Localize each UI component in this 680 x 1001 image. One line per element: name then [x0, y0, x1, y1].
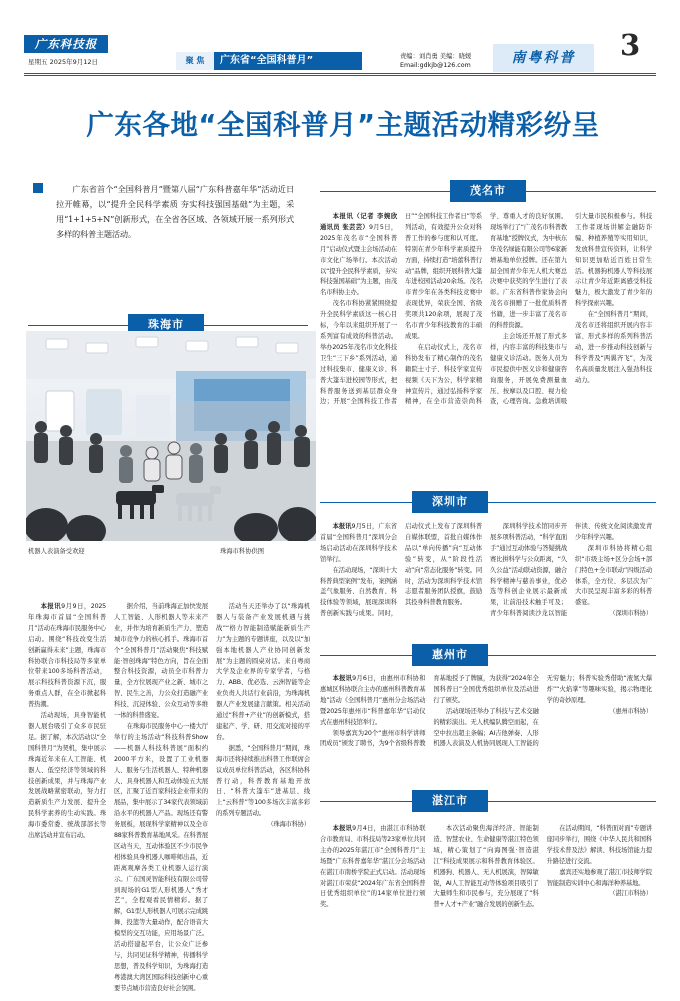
- zhanjiang-para-2: 本次活动聚焦海洋经济、智能制造、智慧农业、生命健康等湛江特色领域，精心策划了“向海图强·智造湛江”科技成果展示和科普教育体验区。机器狗、机器人、无人机展演，智障敏锐，AI人工智能互动等体验项目吸引了大量师生和市民参与，充分展现了“科普+人才+产业”融合发展的创新生态。: [433, 825, 539, 909]
- city-banner-zhanjiang: 湛江市: [412, 790, 488, 812]
- shenzhen-banner-line: [320, 502, 656, 503]
- city-banner-maoming: 茂名市: [450, 180, 526, 202]
- maoming-para-4: 主会场还开展了形式多样，内容丰富的科技集市与健康义诊活动。医务人员为市民提供中医义诊和健康咨询服务，开展免费测量血压、按摩以及口腔、视力检查，心理咨询。急救培训吸引大量市民积极参与。科技工作者现场讲解金融防诈骗、种植养殖等实用知识，发放科普宣传资料，让科学知识更加贴近百姓日常生活。机器狗机器人等科技展示让青少年近距离感受科技魅力，极大激发了青少年的科学探索兴趣。: [490, 213, 652, 406]
- huizhou-para-1: 9月6日，由惠州市科协和惠城区科协联合主办的惠州科普教育基地”活动《全国科普月”惠州分会场活动暨2025年惠州市“科普嘉年华”启动仪式在惠州科技馆举行。: [320, 675, 426, 726]
- shenzhen-article: [320, 522, 652, 644]
- focus-tag: 聚 焦: [176, 52, 214, 70]
- header-rule-2: [24, 75, 656, 76]
- zhuhai-article-col2: [114, 602, 208, 995]
- photo-caption: 机器人表演备受欢迎: [28, 548, 85, 555]
- section-title: 南粤科普: [493, 44, 594, 72]
- shenzhen-para-1: 9月5日，广东省首届“全国科普月”深圳分会场启动活动在深圳科学技术馆举行。: [320, 523, 397, 563]
- event-photo: [26, 331, 316, 541]
- maoming-para-2: 茂名市科协紧紧围绕提升全民科学素质这一核心目标，今年以来组织开展了一系列富有成效的科普活动。举办2025年茂名市文化科技卫生“三下乡”系列活动，通过科技集市、健康义诊、科普大篷车进校园等形式，把科普服务送到基层群众身边；开展“全国科技工作者日”“全国科技工作者日”等系列活动，有效提升公众对科普工作的参与度和认可度。特别在青少年科学素质提升方面，持续打造“培蕾科普行动”品牌，组织开展科普大篷车进校园活动20余场。茂名市青少年在各类科技竞赛中表现优异，荣获全国、省级奖项共120余项，展现了茂名市青少年科技教育的丰硕成果。: [320, 213, 482, 406]
- city-banner-zhuhai: 珠海市: [128, 314, 204, 336]
- header-rule: [24, 73, 656, 74]
- city-banner-huizhou: 惠州市: [412, 644, 488, 666]
- zhuhai-para-2: 活动现场，具身智能机器人展台吸引了众多市民驻足。据了解，本次活动以“全国科普月”为契机，集中展示珠海近年来在人工智能、机器人、低空经济等领域的科技创新成果，并与珠海产业发展战略紧密联动，努力打造新质生产力发展、提升全民科学素养的生动实践。珠海市委常委、统战部部长等出席活动并宣布启动。: [28, 712, 106, 840]
- zhuhai-article-col1: [28, 602, 106, 842]
- shenzhen-para-3: 深圳科学技术馆同步开展多项科普活动，“科学直面手”通过互动体验与答疑挑战赛比拼科学与公众距离，“久久公益”活动联动资源，融合科学精神与慈善事业，优必选等科创企业展示最新成果，让前沿技术触手可及；青少年科普阅读沙龙以智能伴读、传统文化阅读激发青少年科学兴趣。: [490, 523, 652, 618]
- zhanjiang-article: [320, 824, 652, 992]
- shenzhen-credit: （深圳市科协）: [609, 610, 652, 618]
- zhuhai-para-1: 9月9日，2025年珠海市首届“全国科普月”活动在珠海市民服务中心启动。围绕“科技改变生活 创新赢得未来”主题，珠海市科协联合市科技局等多家单位带来100多场科普活动，展示科技科普资源下沉，服务重点人群，在全市掀起科普热潮。: [28, 603, 106, 709]
- zhuhai-byline: 本报讯: [40, 603, 62, 610]
- zhanjiang-para-1: 9月4日，由湛江市科协联合市教育局、市科技局等23家单位共同主办的2025年湛江市“全国科普月”主场暨“广东科普嘉年华”湛江分会场活动在湛江市南桥学院正式启动。活动现场对湛江市荣获“2024年广东省全国科普日优秀组织单位”的14家单位进行颁奖。: [320, 825, 426, 909]
- huizhou-para-2: 领导嘉宾为20个“惠州市科学讲师团成员”颁发了聘书，为9个省级科普教育基地授予了牌匾，为获得“2024年全国科普日”全国优秀组织单位及活动进行了颁奖。: [320, 675, 539, 748]
- huizhou-credit: （惠州市科协）: [609, 707, 652, 715]
- huizhou-byline: 本报讯: [332, 675, 353, 682]
- lead-text: 广东省首个“全国科普月”暨第八届“广东科普嘉年华”活动近日拉开帷幕，以“提升全民科学素质 夯实科技强国基础”为主题，采用“1+1+5+N”创新形式，在全省各区域、各领域开展一系列形式多样的科普主题活动。: [56, 184, 294, 239]
- zhanjiang-credit: （湛江市科协）: [609, 890, 652, 898]
- maoming-byline: 本报讯（记者 李婉欣 通讯员 张芸芸）: [320, 213, 397, 231]
- shenzhen-byline: 本报讯: [332, 523, 352, 530]
- zhuhai-article-col3: [216, 602, 310, 831]
- city-banner-shenzhen: 深圳市: [412, 491, 488, 513]
- lead-paragraph: [56, 182, 294, 242]
- newspaper-logo: 广东科技报: [24, 35, 108, 53]
- zhuhai-credit: （珠海市科协）: [267, 821, 310, 829]
- editor-names: 责编：刘肖勇 美编：晓媛: [400, 53, 472, 60]
- maoming-para-3: 在启动仪式上，茂名市科协发布了精心制作的茂名籍院士寸子、科技学家宣传视频《天下为公，科学家精神宣传片，通过弘扬科学家精神，在全市营造崇尚科学、尊重人才的良好氛围。现场举行了“广茂名市科普教育基地”授牌仪式，为中核东华茂名绿能有限公司等6家新增基地单位授牌。还在第九届全国青少年无人机大赛总决赛中获奖的学生进行了表彰。广东省科普作家协会向茂名市捐赠了一批优质科普书籍，进一步丰富了茂名市的科普资源。: [405, 213, 567, 406]
- editor-info: [400, 52, 471, 70]
- shenzhen-para-2: 在活动现场，“深圳十大科普典型案例”发布，案例涵盖气象服务、自然教育、科技体验等领域，展现深圳科普创新实践与成果。同时，启动仪式上发布了深圳科普自媒体联盟，首批自媒体作品以“单向传播”向“互动体验”转变，从“阶段性活动”向“常态化服务”转变。同时，活动为深圳科学技术馆志愿者服务团队授旗，鼓励其投身科普教育服务。: [320, 523, 482, 618]
- huizhou-banner-line: [320, 655, 656, 656]
- photo-credit: 珠海市科协供图: [220, 548, 265, 555]
- zhuhai-para-4: 在珠海市民服务中心一楼大厅举行的主场活动“科技科普Show——机器人科技科普展”面积约2000平方米，设置了工业机器人、服务与生活机器人、特种机器人、具身机器人和互动体验五大展区，汇聚了近百家科技企业带来的展品，集中展示了34家代表领域前沿水平的机器人产品。现场还有警务展板，展现科学家精神以及全市88家科普教育基地风采。在科普展区动当天，互动体验区不少市民争相体验具身机器人咖啡师出品，近距离观摩各类工业机器人运行演示。广东国灵智能科技有限公司带到现场的G1型人形机器人“秀才艺”，全程观看民情精彩。据了解，G1型人形机器人可展示完成跳舞、投篮等大量动作，配合语音大模型的交互功能，应用场景广泛。活动搭建起平台，让公众广泛参与，共同见证科学精神，传播科学思想，普及科学知识，为珠海打造粤港澳大湾区国际科技创新中心重要节点城市营造良好社会氛围。: [114, 722, 208, 992]
- issue-date: 星期五 2025年9月12日: [28, 58, 99, 66]
- zhanjiang-para-4: 嘉宾还实地参观了湛江市技师学院智能制造实训中心和海洋种养基地。: [546, 868, 652, 887]
- zhuhai-para-6: 据悉，“全国科普月”期间，珠海市还将持续推出科普工作联席会议成员单位科普活动，各区科协科普行动，科普教育基地开放日、“科普大篷车”进基层、线上“云科普”等100多场次丰富多彩的系列专题活动。: [216, 744, 310, 818]
- huizhou-para-3: 活动现场还举办了科技与艺术交融的精彩演出。无人机编队腾空而起，在空中拉出超主条幅；AI吉他弹奏、人形机器人表演及人机协同展现人工智能的无穷魅力；科普实验秀借助“液氮大爆炸”“火焰掌”等趣味实验，揭示物理化学的奇妙原理。: [433, 675, 652, 748]
- shenzhen-para-4: 深圳市科协将精心组织“市级主场+区分会场+部门特色+全市联动”四级活动体系，全方位、多层次为广大市民呈现丰富多彩的科普盛宴。: [575, 544, 652, 607]
- zhanjiang-byline: 本报讯: [332, 825, 353, 832]
- lead-marker: [33, 183, 43, 193]
- photo-illustration: [26, 331, 316, 541]
- zhanjiang-banner-line: [320, 801, 656, 802]
- maoming-para-1: 9月5日，2025年茂名市“全国科普月”启动仪式暨主会场活动在市文化广场举行。本次活动以“提升全民科学素质，夯实科技强国基础”为主题，由茂名市科协主办。: [320, 223, 397, 297]
- editor-email: Email:gdkjb@126.com: [400, 62, 471, 69]
- zhanjiang-para-3: 在活动期间，“科普面对面”专题讲座同步举行，围绕《中华人民共和国科学技术普及法》解读、科技场馆能力提升路径进行交流。: [546, 825, 652, 865]
- zhuhai-para-5: 活动当天还举办了以“珠海机器人与装备产业发展机遇与挑战”“格力智能制造赋能新质生产力”为主题的专题讲座，以及以“加强本地机器人产业协同创新发展”为主题的圆桌对话。来自粤商大学及企业界的专家学者，与格力、ABB、优必选、云洲智能等企业负责人共话行业前沿，为珠海机器人产业发展建言献策。相关活动通过“科普+产业”的创新模式，搭建起产、学、研、用交流对接的平台。: [216, 603, 310, 741]
- maoming-para-5: 在“全国科普月”期间，茂名市还将组织开展内容丰富、形式多样的系列科普活动，进一步推动科技创新与科学普及“两翼齐飞”，为茂名高质量发展注入强劲科技动力。: [575, 311, 652, 384]
- huizhou-article: [320, 674, 652, 786]
- maoming-article: [320, 212, 652, 452]
- zhuhai-para-3: 据介绍，当前珠海正加快发展人工智能、人形机器人等未来产业，并作为培育新质生产力、塑造城市竞争力的核心抓手。珠海市首个“全国科普月”活动聚焦“科技赋能·智创珠海”特色方向，旨在全面整合科技资源，动员全市科普力量，全方位展现产业之新、城市之智、民生之善，力公众打造融产业科技、沉浸体验、公众互动等多维一体的科普盛宴。: [114, 603, 208, 720]
- focus-title: 广东省“全国科普月”: [214, 52, 362, 70]
- page-number: 3: [620, 28, 641, 62]
- page-headline: 广东各地“全国科普月”主题活动精彩纷呈: [86, 109, 600, 141]
